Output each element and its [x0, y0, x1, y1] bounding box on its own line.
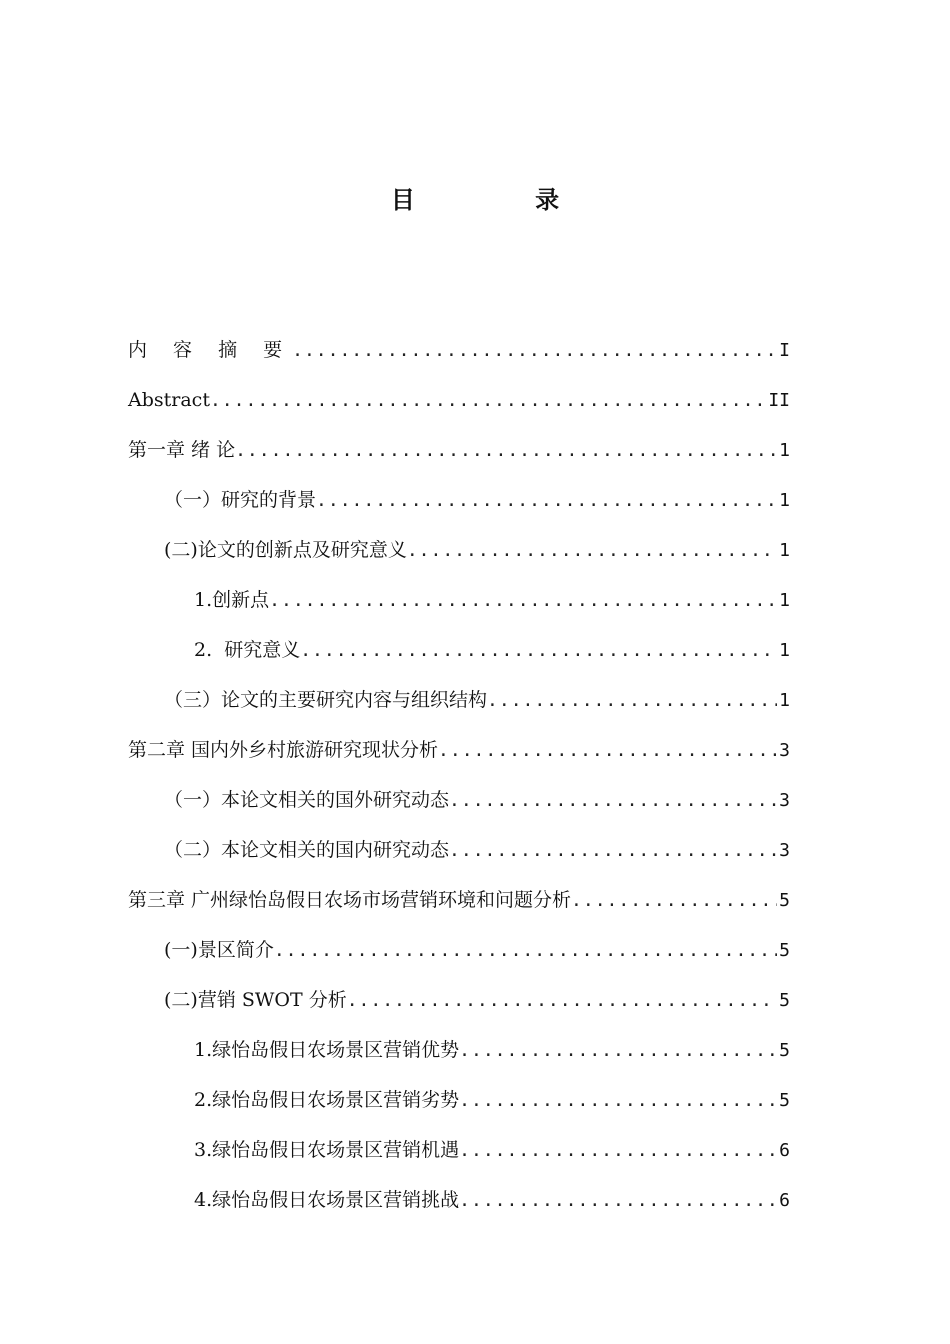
toc-entry-text: 第二章 国内外乡村旅游研究现状分析 — [128, 739, 439, 761]
toc-dot-leader — [274, 934, 777, 968]
toc-entry[interactable] — [128, 733, 790, 783]
toc-entry-page: 1 — [779, 590, 790, 611]
toc-entry-page: 3 — [779, 840, 790, 861]
toc-entry-text: （一）研究的背景 — [164, 489, 317, 511]
toc-dot-leader — [459, 1084, 777, 1118]
toc-entry-text: （二）本论文相关的国内研究动态 — [164, 839, 450, 861]
toc-entry-page: 3 — [779, 790, 790, 811]
toc-dot-leader — [407, 534, 777, 568]
toc-dot-leader — [316, 484, 777, 518]
toc-entry[interactable] — [128, 1033, 790, 1083]
toc-entry-text: (一)景区简介 — [164, 939, 274, 961]
toc-entry-page: 3 — [779, 740, 790, 761]
toc-entry-page: 6 — [779, 1140, 790, 1161]
toc-entry-text: 内 容 摘 要 — [128, 339, 293, 361]
toc-dot-leader — [449, 834, 777, 868]
toc-entry-page: I — [779, 340, 790, 361]
table-of-contents — [128, 333, 790, 1233]
toc-entry-text: (二)营销 SWOT 分析 — [164, 989, 347, 1011]
toc-entry[interactable] — [128, 983, 790, 1033]
toc-entry[interactable] — [128, 633, 790, 683]
toc-entry-text: 2. 研究意义 — [194, 639, 301, 661]
toc-entry[interactable] — [128, 1183, 790, 1233]
toc-dot-leader — [449, 784, 777, 818]
toc-entry-page: 1 — [779, 640, 790, 661]
toc-entry[interactable] — [128, 483, 790, 533]
page-title: 目 录 — [390, 186, 616, 214]
toc-entry[interactable] — [128, 583, 790, 633]
toc-entry-page: 1 — [779, 690, 790, 711]
toc-entry[interactable] — [128, 783, 790, 833]
toc-entry-text: (二)论文的创新点及研究意义 — [164, 539, 407, 561]
toc-dot-leader — [347, 984, 777, 1018]
toc-entry-text: Abstract — [128, 389, 210, 411]
toc-dot-leader — [571, 884, 777, 918]
toc-dot-leader — [459, 1034, 777, 1068]
toc-entry-text: 1.绿怡岛假日农场景区营销优势 — [194, 1039, 460, 1061]
toc-entry-page: 5 — [779, 1040, 790, 1061]
toc-entry[interactable] — [128, 933, 790, 983]
toc-dot-leader — [459, 1134, 777, 1168]
toc-dot-leader — [210, 384, 766, 418]
toc-entry-page: 1 — [779, 540, 790, 561]
toc-dot-leader — [292, 334, 777, 368]
toc-entry-page: 5 — [779, 990, 790, 1011]
toc-entry[interactable] — [128, 683, 790, 733]
toc-entry[interactable] — [128, 383, 790, 433]
toc-entry-page: 6 — [779, 1190, 790, 1211]
toc-entry[interactable] — [128, 833, 790, 883]
toc-dot-leader — [438, 734, 777, 768]
toc-entry-text: 1.创新点 — [194, 589, 270, 611]
toc-dot-leader — [269, 584, 777, 618]
toc-dot-leader — [487, 684, 777, 718]
toc-entry-page: 5 — [779, 1090, 790, 1111]
toc-entry[interactable] — [128, 433, 790, 483]
toc-entry-page: 5 — [779, 940, 790, 961]
toc-entry-text: 第三章 广州绿怡岛假日农场市场营销环境和问题分析 — [128, 889, 572, 911]
toc-entry-page: 1 — [779, 490, 790, 511]
toc-dot-leader — [459, 1184, 777, 1218]
toc-dot-leader — [300, 634, 777, 668]
toc-entry[interactable] — [128, 333, 790, 383]
toc-entry-text: 第一章 绪 论 — [128, 439, 236, 461]
toc-entry-page: 5 — [779, 890, 790, 911]
toc-entry[interactable] — [128, 533, 790, 583]
toc-entry-page: 1 — [779, 440, 790, 461]
toc-dot-leader — [235, 434, 777, 468]
toc-entry-text: 3.绿怡岛假日农场景区营销机遇 — [194, 1139, 460, 1161]
toc-entry-page: II — [768, 390, 790, 411]
toc-entry-text: （一）本论文相关的国外研究动态 — [164, 789, 450, 811]
toc-entry[interactable] — [128, 883, 790, 933]
toc-entry-text: 2.绿怡岛假日农场景区营销劣势 — [194, 1089, 460, 1111]
toc-entry[interactable] — [128, 1083, 790, 1133]
toc-entry-text: （三）论文的主要研究内容与组织结构 — [164, 689, 488, 711]
toc-entry-text: 4.绿怡岛假日农场景区营销挑战 — [194, 1189, 460, 1211]
toc-entry[interactable] — [128, 1133, 790, 1183]
